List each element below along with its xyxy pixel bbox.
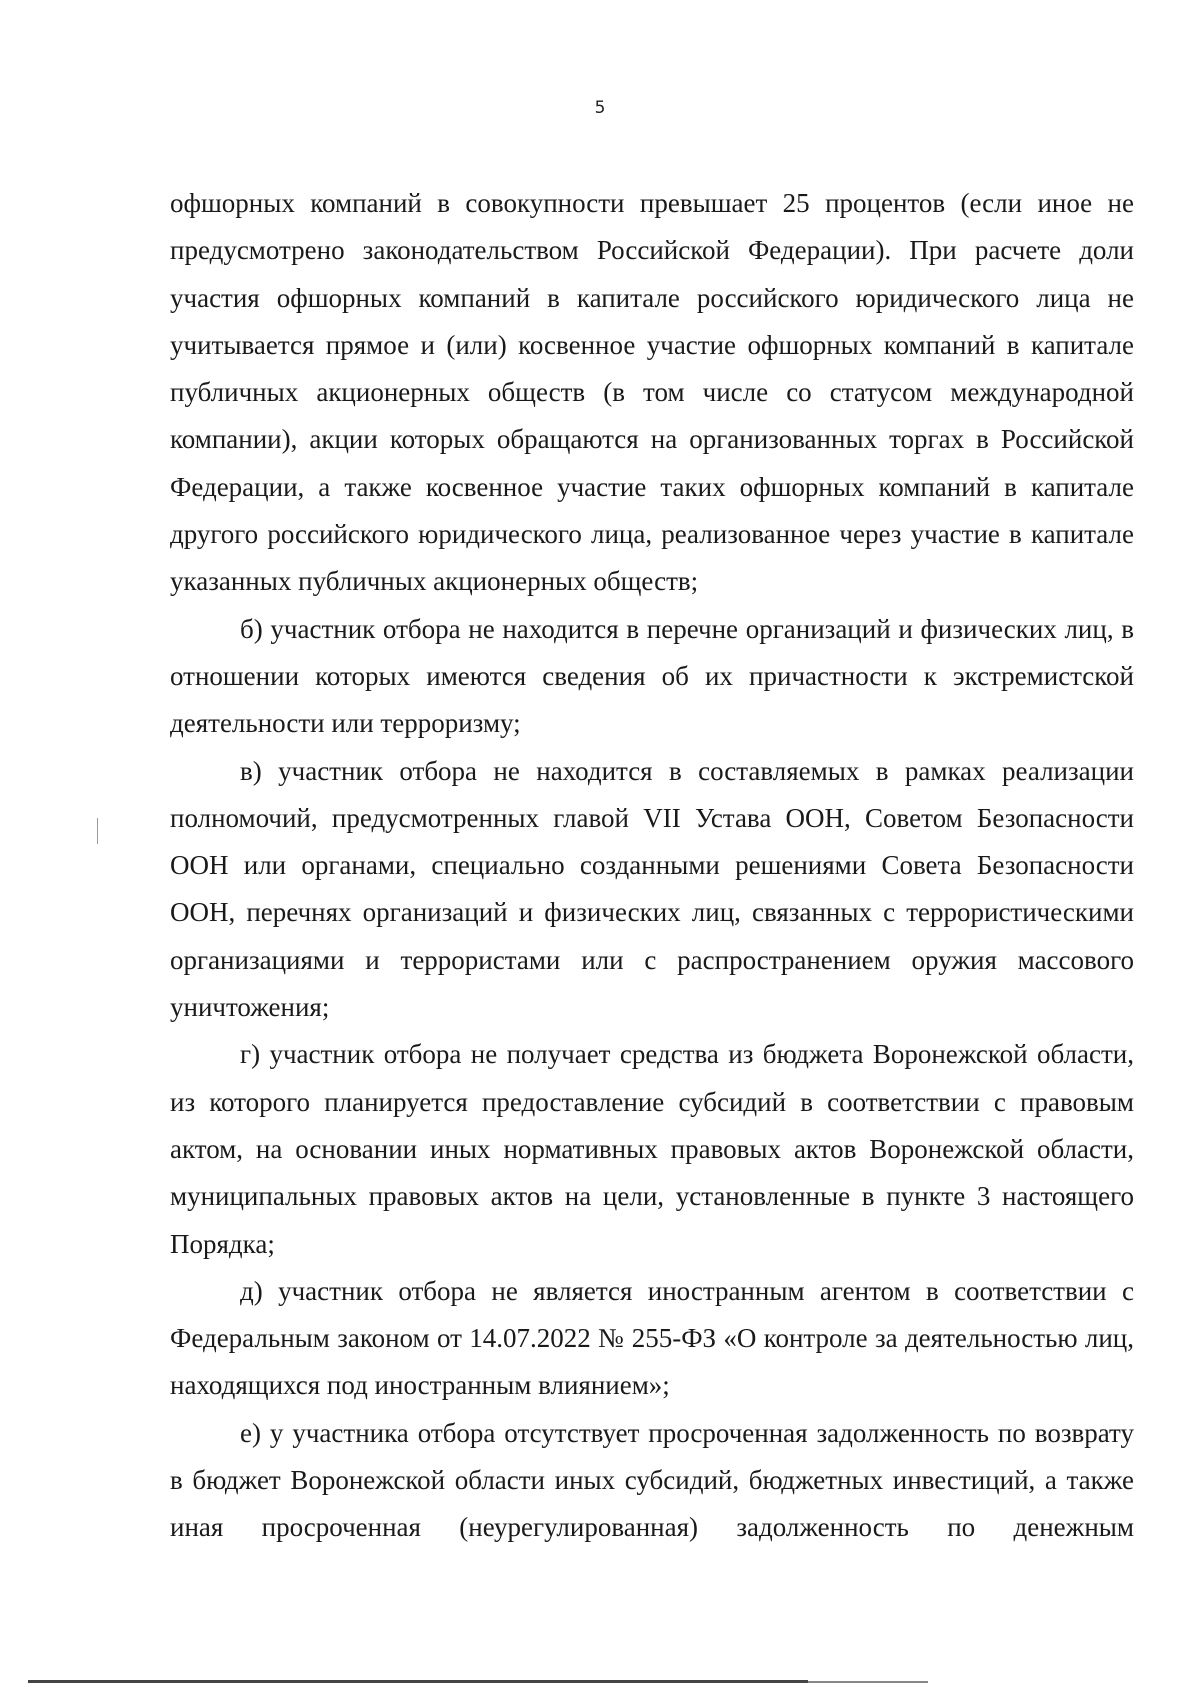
- paragraph-item-v: в) участник отбора не находится в составляемых в рамках реализации полномочий, предусмотренных главой VII Устава ООН, Советом Безопасности ООН или органами, специально созданными решениями Совета Безопасности ООН, перечнях организаций и физических лиц, связанных с террористическими организациями и террористами или с распространением оружия массового уничтожения;: [170, 755, 1134, 1023]
- paragraph-item-g: г) участник отбора не получает средства из бюджета Воронежской области, из которого планируется предоставление субсидий в соответствии с правовым актом, на основании иных нормативных правовых актов Воронежской области, муниципальных правовых актов на цели, установленные в пункте 3 настоящего Порядка;: [170, 1039, 1134, 1259]
- paragraph-item-d: д) участник отбора не является иностранным агентом в соответствии с Федеральным законом от 14.07.2022 № 255-ФЗ «О контроле за деятельностью лиц, находящихся под иностранным влиянием»;: [170, 1275, 1134, 1401]
- scan-artifact-mark: [97, 818, 98, 844]
- paragraph-item-e: е) у участника отбора отсутствует просроченная задолженность по возврату в бюджет Воронежской области иных субсидий, бюджетных инвестиций, а также иная просроченная (неурегулированная) задолженность по денежным: [170, 1417, 1134, 1543]
- paragraph-continuation: офшорных компаний в совокупности превышает 25 процентов (если иное не предусмотрено законодательством Российской Федерации). При расчете доли участия офшорных компаний в капитале российского юридического лица не учитывается прямое и (или) косвенное участие офшорных компаний в капитале публичных акционерных обществ (в том числе со статусом международной компании), акции которых обращаются на организованных торгах в Российской Федерации, а также косвенное участие таких офшорных компаний в капитале другого российского юридического лица, реализованное через участие в капитале указанных публичных акционерных обществ;: [170, 188, 1134, 597]
- scan-bottom-edge-line: [28, 1680, 808, 1683]
- scan-bottom-edge-line-faint: [808, 1681, 928, 1683]
- paragraph-item-b: б) участник отбора не находится в перечне организаций и физических лиц, в отношении которых имеются сведения об их причастности к экстремистской деятельности или терроризму;: [170, 613, 1134, 739]
- page-number: 5: [594, 98, 606, 118]
- document-body: [170, 180, 1134, 1552]
